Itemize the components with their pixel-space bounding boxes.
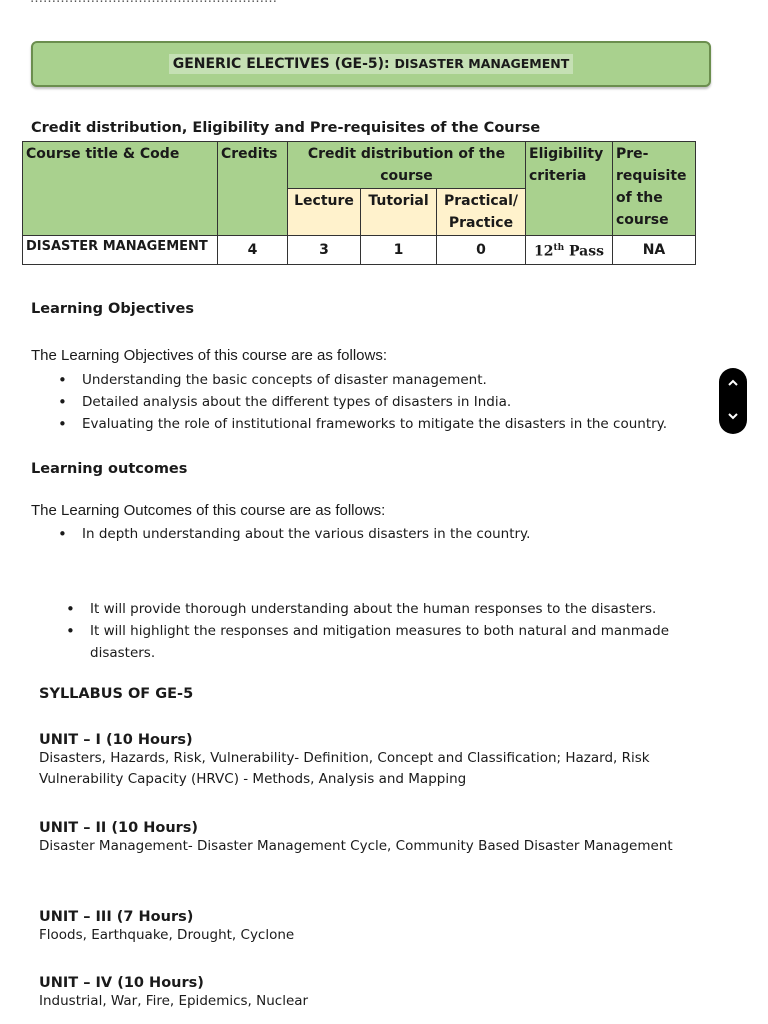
- header-credits: Credits: [218, 142, 288, 236]
- cell-tutorial: 1: [361, 236, 437, 265]
- header-course-title: Course title & Code: [23, 142, 218, 236]
- table-caption: Credit distribution, Eligibility and Pre-requisites of the Course: [31, 120, 541, 136]
- learning-outcomes-heading: Learning outcomes: [31, 461, 188, 477]
- banner-title-main: GENERIC ELECTIVES (GE-5):: [172, 56, 390, 72]
- eligibility-text: Pass: [564, 243, 605, 260]
- cell-eligibility: [526, 236, 613, 265]
- unit-body: Disaster Management- Disaster Management Cycle, Community Based Disaster Management: [39, 838, 673, 854]
- unit-body: Industrial, War, Fire, Epidemics, Nuclear: [39, 993, 309, 1009]
- list-item: • It will provide thorough understanding about the human responses to the disasters.: [62, 598, 734, 620]
- learning-outcomes-intro: The Learning Outcomes of this course are as follows:: [31, 502, 386, 519]
- unit-2: [39, 820, 709, 857]
- banner-title: [169, 54, 574, 74]
- learning-outcomes-list-1: [54, 523, 734, 545]
- table-row: [23, 236, 696, 265]
- unit-1: [39, 732, 709, 790]
- syllabus-heading: SYLLABUS OF GE-5: [39, 686, 194, 702]
- header-tutorial: Tutorial: [361, 189, 437, 236]
- header-credit-distribution: Credit distribution of the course: [288, 142, 526, 189]
- learning-objectives-heading: Learning Objectives: [31, 301, 194, 317]
- header-practical: Practical/ Practice: [437, 189, 526, 236]
- cut-off-text: [30, 0, 277, 6]
- cell-practical: 0: [437, 236, 526, 265]
- unit-title: UNIT – I (10 Hours): [39, 732, 193, 748]
- cell-lecture: 3: [288, 236, 361, 265]
- learning-objectives-intro: The Learning Objectives of this course are as follows:: [31, 347, 388, 364]
- course-banner: [31, 41, 711, 87]
- header-eligibility: Eligibility criteria: [526, 142, 613, 236]
- list-item: • Evaluating the role of institutional frameworks to mitigate the disasters in the country.: [54, 413, 734, 435]
- learning-outcomes-list-2: [62, 598, 734, 664]
- unit-body: Disasters, Hazards, Risk, Vulnerability- Definition, Concept and Classification; Hazard, Risk Vulnerability Capacity (HRVC) - Methods, Analysis and Mapping: [39, 750, 650, 787]
- unit-body: Floods, Earthquake, Drought, Cyclone: [39, 927, 295, 943]
- unit-3: [39, 909, 709, 946]
- list-item: • Understanding the basic concepts of disaster management.: [54, 369, 734, 391]
- list-item: • In depth understanding about the various disasters in the country.: [54, 523, 734, 545]
- cell-credits: 4: [218, 236, 288, 265]
- scroll-control[interactable]: [719, 368, 747, 434]
- cell-prerequisite: NA: [613, 236, 696, 265]
- banner-title-sub: DISASTER MANAGEMENT: [394, 56, 570, 71]
- eligibility-number: 12: [533, 243, 554, 260]
- unit-title: UNIT – II (10 Hours): [39, 820, 199, 836]
- eligibility-superscript: th: [553, 243, 565, 253]
- header-lecture: Lecture: [288, 189, 361, 236]
- unit-title: UNIT – III (7 Hours): [39, 909, 194, 925]
- cell-course-name: DISASTER MANAGEMENT: [23, 236, 218, 265]
- unit-title: UNIT – IV (10 Hours): [39, 975, 204, 991]
- list-item: • It will highlight the responses and mitigation measures to both natural and manmade disasters.: [62, 620, 734, 664]
- chevron-up-icon[interactable]: [726, 375, 740, 394]
- credit-distribution-table: [22, 141, 696, 265]
- learning-objectives-list: [54, 369, 734, 435]
- header-prerequisite: Pre- requisite of the course: [613, 142, 696, 236]
- unit-4: [39, 975, 709, 1012]
- chevron-down-icon[interactable]: [726, 408, 740, 427]
- list-item: • Detailed analysis about the different types of disasters in India.: [54, 391, 734, 413]
